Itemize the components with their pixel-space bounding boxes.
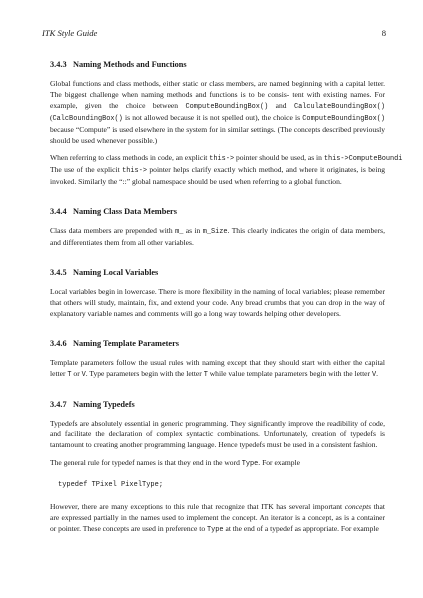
inline-code: this-> (122, 167, 147, 176)
text-line: Global functions and class methods, either static or class members, are named beginning with (50, 79, 338, 88)
text-line: Local variables begin in lowercase. There is more flexibility in the naming of local variables; please (50, 286, 353, 296)
text-line: a typedef as appropriate. For example (264, 523, 379, 533)
text-line: pointer helps clarify exactly which method, and where it originates, (146, 165, 359, 175)
paragraph (50, 502, 385, 536)
text-line: pointer should be used, as in (234, 153, 324, 163)
paragraph (50, 287, 385, 320)
inline-code: T (67, 370, 72, 379)
section-number: 3.4.5 (50, 267, 67, 277)
text-line: helping other developers. (264, 308, 341, 318)
section-title: Naming Class Data Members (73, 207, 177, 217)
text-line: is not allowed because it is not spelled out), the (122, 112, 271, 122)
inline-code: Type (241, 460, 259, 469)
running-header (42, 27, 386, 39)
text-line: Template parameters follow the usual rules with naming except that they should start with either (50, 357, 351, 367)
paragraph (50, 153, 403, 188)
inline-code: V (371, 370, 377, 379)
section-title: Naming Typedefs (73, 399, 135, 409)
text-line: a capital letter. The biggest challenge when naming methods and functions is to be consis- (50, 79, 385, 99)
section-title: Naming Template Parameters (73, 338, 179, 348)
inline-code: this->ComputeBoundi (323, 155, 403, 164)
inline-code: CalcBoundingBox() (52, 114, 123, 123)
section-number: 3.4.6 (50, 338, 67, 348)
inline-code: CalculateBoundingBox() (294, 102, 385, 111)
text-line: Class data members are prepended with (50, 226, 176, 236)
text-line: or (71, 368, 82, 378)
text-line: ( (50, 112, 53, 122)
text-line: you can drop in the way of explanatory variable names and comments will go a long way towards (50, 297, 385, 318)
overflow-line (50, 153, 423, 165)
inline-code: m_Size (202, 228, 228, 237)
paragraph (50, 419, 385, 452)
text-line: Typedefs are absolutely essential in generic programming. They significantly improve the readibility (50, 418, 359, 428)
section-heading-3-4-7 (50, 399, 385, 410)
text-line: of typedefs is tantamount to creating another programming language. Hence typedefs must be used (50, 429, 385, 450)
page-body (50, 59, 403, 543)
section-number: 3.4.3 (50, 60, 67, 69)
text-line: in a consistent fashion. (308, 440, 378, 450)
text-line: function. (314, 177, 342, 187)
code-example: typedef TPixel PixelType; (58, 481, 164, 490)
inline-code: ComputeBoundingBox() (185, 102, 269, 111)
text-line: remember that others will study, maintain, fix, and extend your code. Any bread crumbs that (50, 286, 385, 307)
text-line: of code, and facilitate the declaration of complex syntactic combinations. Unfortunately, creation (50, 418, 385, 439)
text-line: is being invoked. Similarly the “::” global namespace should be used when referring to a global (50, 165, 386, 187)
text-line: The use of the explicit (50, 165, 123, 175)
emphasis-text: concepts (344, 502, 372, 512)
paragraph (50, 458, 385, 470)
text-line: as in (183, 226, 203, 236)
paragraph (50, 226, 385, 249)
section-title: Naming Methods and Functions (73, 60, 187, 69)
section-title: Naming Local Variables (73, 267, 159, 277)
section-heading-3-4-3 (50, 59, 385, 70)
text-line: . (376, 368, 378, 378)
inline-code: V (81, 370, 86, 379)
text-line: The general rule for typedef names is that they end in the word (50, 458, 242, 468)
inline-code: this-> (209, 155, 235, 164)
section-heading-3-4-6 (50, 338, 385, 349)
text-line: and (268, 100, 295, 110)
page-number: 8 (381, 28, 386, 38)
text-line: choice is (273, 112, 303, 122)
text-line: However, there are many exceptions to this rule that recognize that ITK has several important (50, 502, 343, 512)
text-line: begin with the letter (309, 368, 372, 378)
section-number: 3.4.7 (50, 399, 67, 409)
text-line: because “Compute” is used elsewhere in the system for in similar (50, 124, 249, 134)
inline-code: ComputeBoundingBox() (302, 114, 385, 123)
text-line: tent with existing names. For example, given the choice between (50, 89, 385, 110)
inline-code: Type (207, 525, 224, 534)
section-number: 3.4.4 (50, 207, 67, 217)
text-line: . This clearly indicates the origin of data (227, 226, 354, 236)
text-line: at the end of (223, 523, 263, 533)
paragraph (50, 79, 385, 146)
text-line: members, and differentiates them from all other variables. (50, 226, 385, 248)
text-line: When referring to class methods in code, an explicit (50, 153, 210, 163)
inline-code: m_ (175, 228, 184, 237)
text-line: that are expressed partially in the names used to implement the concept. An iterator is a (50, 502, 385, 523)
text-line: concept, as is a container or pointer. These concepts are used in preference to (50, 513, 385, 533)
text-line: . Type parameters begin with the letter (85, 368, 204, 378)
section-heading-3-4-5 (50, 267, 385, 278)
header-title: ITK Style Guide (42, 28, 98, 38)
text-line: while value template parameters (207, 368, 308, 378)
section-heading-3-4-4 (50, 206, 385, 217)
text-line: settings. (The concepts described previously should be used whenever possible.) (50, 124, 386, 145)
text-line: . For example (258, 458, 301, 468)
paragraph (50, 358, 385, 381)
inline-code: T (203, 370, 208, 379)
text-line: the capital letter (50, 357, 385, 378)
